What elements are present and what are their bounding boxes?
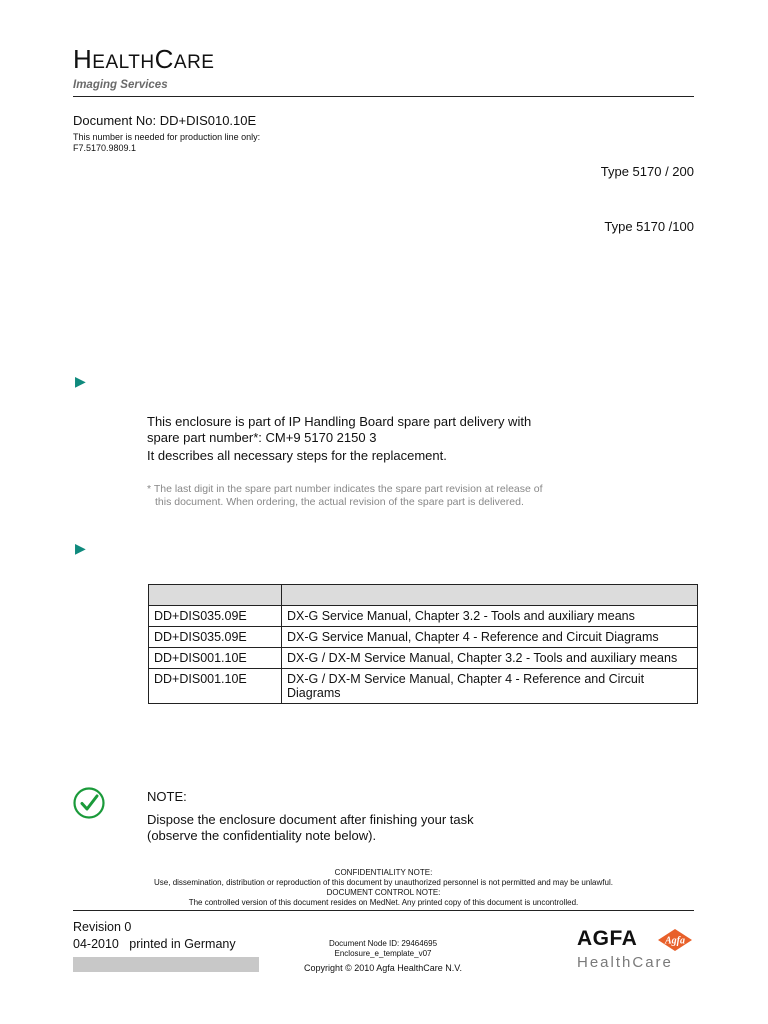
doc-number-cell: DD+DIS035.09E: [149, 627, 282, 648]
template-name: Enclosure_e_template_v07: [334, 949, 432, 958]
production-note: [73, 132, 260, 154]
doc-title-cell: DX-G Service Manual, Chapter 4 - Reference and Circuit Diagrams: [282, 627, 698, 648]
copyright: Copyright © 2010 Agfa HealthCare N.V.: [304, 963, 462, 973]
note-line-2: (observe the confidentiality note below).: [147, 828, 377, 843]
header-divider: [73, 96, 694, 97]
print-date: 04-2010 printed in Germany: [73, 937, 236, 951]
confidentiality-title: CONFIDENTIALITY NOTE:: [334, 868, 433, 877]
table-header-row: [149, 585, 698, 606]
note-text: [147, 812, 474, 844]
brand-letter-c: C: [154, 44, 174, 74]
sub-brand: Imaging Services: [73, 79, 168, 91]
production-note-line-2: F7.5170.9809.1: [73, 143, 137, 153]
document-number: Document No: DD+DIS010.10E: [73, 113, 257, 128]
doc-title-cell: DX-G / DX-M Service Manual, Chapter 4 - Reference and Circuit Diagrams: [282, 669, 698, 704]
intro-line-2: spare part number*: CM+9 5170 2150 3: [147, 430, 377, 445]
doc-number-cell: DD+DIS001.10E: [149, 669, 282, 704]
intro-line-3: It describes all necessary steps for the replacement.: [147, 448, 447, 463]
note-label: NOTE:: [147, 789, 187, 804]
company-logo-text: [73, 44, 214, 75]
doc-title-cell: DX-G / DX-M Service Manual, Chapter 3.2 - Tools and auxiliary means: [282, 648, 698, 669]
intro-paragraph: [147, 414, 617, 446]
note-line-1: Dispose the enclosure document after finishing your task: [147, 812, 474, 827]
footer-divider: [73, 910, 694, 911]
doc-number-cell: DD+DIS001.10E: [149, 648, 282, 669]
table-row: [149, 669, 698, 704]
table-row: [149, 627, 698, 648]
section-arrow-icon: ▶: [75, 373, 86, 389]
table-header-cell: [149, 585, 282, 606]
type-label-1: Type 5170 / 200: [600, 164, 694, 179]
document-node-info: [283, 939, 483, 959]
section-arrow-icon: ▶: [75, 540, 86, 556]
healthcare-tagline: HealthCare: [577, 954, 673, 971]
doc-number-cell: DD+DIS035.09E: [149, 606, 282, 627]
table-header-cell: [282, 585, 698, 606]
agfa-wordmark: AGFA: [577, 927, 638, 950]
document-control-title: DOCUMENT CONTROL NOTE:: [326, 888, 441, 897]
table-row: [149, 606, 698, 627]
agfa-script-text: Agfa: [665, 935, 685, 947]
revision-label: Revision 0: [73, 920, 132, 934]
confidentiality-text: Use, dissemination, distribution or reproduction of this document by unauthorized personnel is not permitted and may be unlawful.: [154, 878, 613, 887]
type-label-2: Type 5170 /100: [604, 219, 694, 234]
production-note-line-1: This number is needed for production line only:: [73, 132, 261, 142]
brand-text-are: ARE: [173, 52, 215, 73]
footnote-line-2: this document. When ordering, the actual revision of the spare part is delivered.: [155, 496, 524, 508]
agfa-diamond-icon: [658, 929, 692, 951]
brand-letter-h: H: [73, 44, 93, 74]
footer-gray-bar: [73, 957, 259, 972]
document-control-text: The controlled version of this document resides on MedNet. Any printed copy of this document is uncontrolled.: [188, 898, 579, 907]
agfa-healthcare-logo: [577, 927, 695, 973]
confidentiality-note: [73, 868, 694, 908]
doc-title-cell: DX-G Service Manual, Chapter 3.2 - Tools and auxiliary means: [282, 606, 698, 627]
table-row: [149, 648, 698, 669]
document-node-id: Document Node ID: 29464695: [328, 939, 438, 948]
footnote: [147, 483, 627, 509]
intro-line-1: This enclosure is part of IP Handling Board spare part delivery with: [147, 414, 532, 429]
footnote-line-1: * The last digit in the spare part number indicates the spare part revision at release of: [147, 483, 543, 495]
reference-documents-table: [148, 584, 698, 704]
brand-text-ealth: EALTH: [92, 52, 155, 73]
check-circle-icon: [73, 787, 105, 819]
